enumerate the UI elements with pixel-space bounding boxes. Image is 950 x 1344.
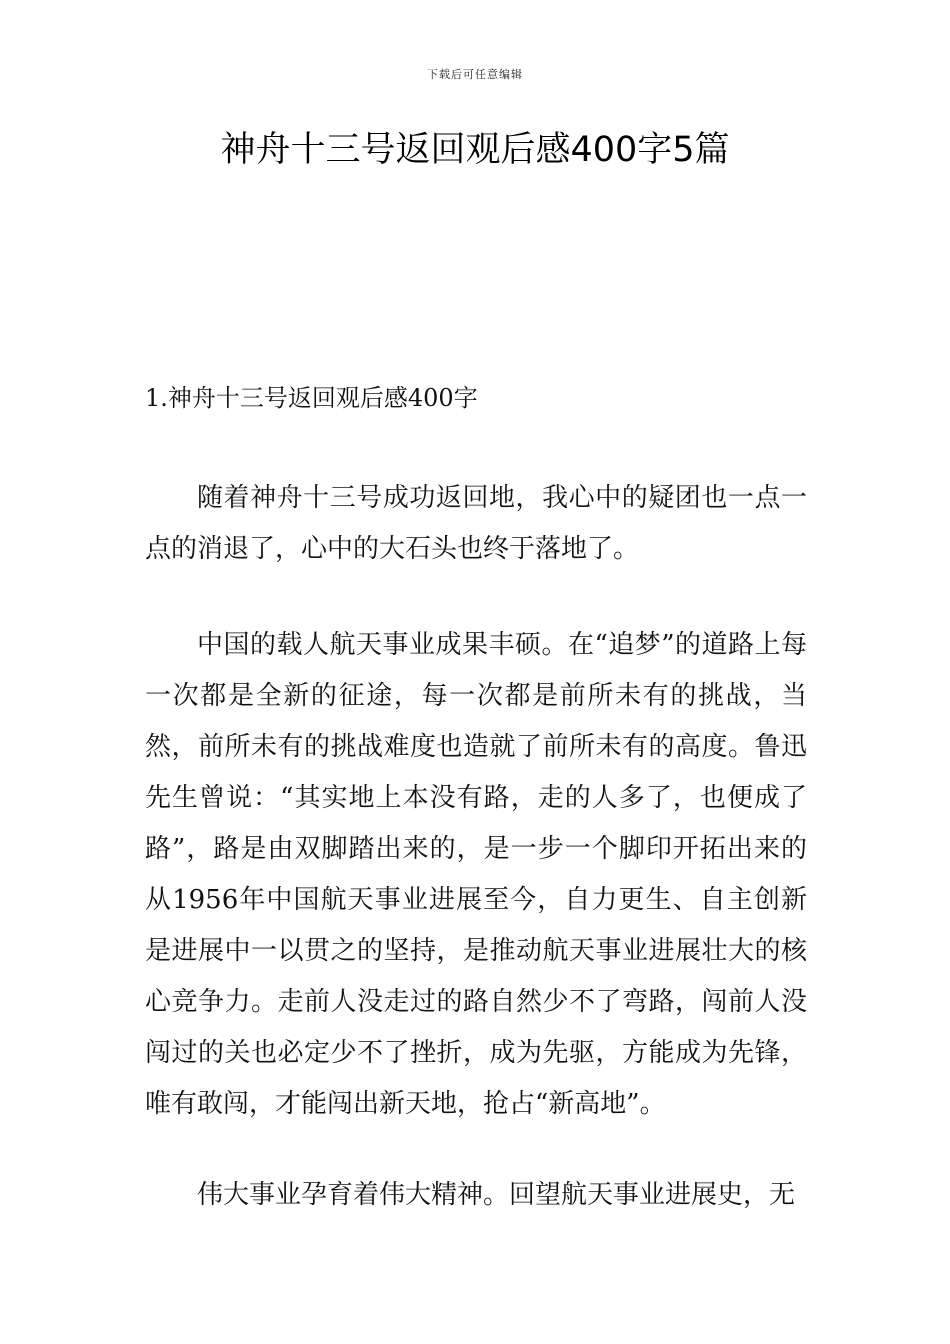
header-note: 下载后可任意编辑: [427, 68, 523, 81]
paragraph-1: 随着神舟十三号成功返回地，我心中的疑团也一点一点的消退了，心中的大石头也终于落地了。: [145, 483, 807, 564]
paragraph-2: 中国的载人航天事业成果丰硕。在“追梦”的道路上每一次都是全新的征途，每一次都是前所未有的挑战，当然，前所未有的挑战难度也造就了前所未有的高度。鲁迅先生曾说：“其实地上本没有路，走的人多了，也便成了路”，路是由双脚踏出来的，是一步一个脚印开拓出来的从1956年中国航天事业进展至今，自力更生、自主创新是进展中一以贯之的坚持，是推动航天事业进展壮大的核心竞争力。走前人没走过的路自然少不了弯路，闯前人没闯过的关也必定少不了挫折，成为先驱，方能成为先锋，唯有敢闯，才能闯出新天地，抢占“新高地”。: [145, 630, 807, 1119]
document-title: 神舟十三号返回观后感400字5篇: [220, 130, 730, 170]
paragraph-3: 伟大事业孕育着伟大精神。回望航天事业进展史，无: [197, 1180, 796, 1210]
section-heading: 1.神舟十三号返回观后感400字: [145, 384, 478, 412]
